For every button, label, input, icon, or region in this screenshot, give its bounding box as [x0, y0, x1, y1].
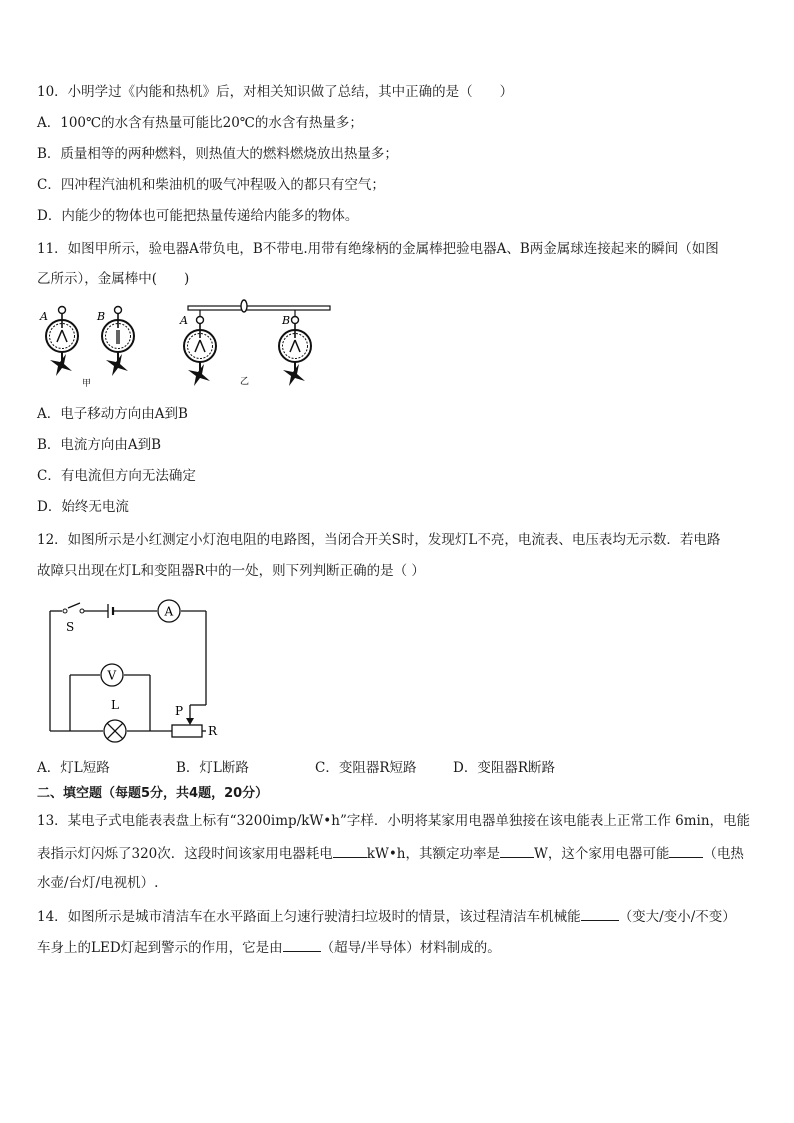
label-a-jia: A	[40, 310, 48, 323]
q12-option-b: B．灯L断路	[176, 760, 249, 776]
label-jia: 甲	[82, 379, 92, 389]
q13-text: 表指示灯闪烁了320次．这段时间该家用电器耗电	[37, 846, 333, 862]
q10-option-a: A．100℃的水含有热量可能比20℃的水含有热量多；	[37, 115, 363, 131]
switch-contact	[63, 609, 67, 613]
lamp-icon	[104, 720, 126, 742]
rheostat-label: R	[208, 724, 218, 738]
q13-line3: 水壶/台灯/电视机）.	[37, 875, 159, 891]
answer-blank-mechanical-energy[interactable]	[581, 906, 619, 921]
q10-option-b: B．质量相等的两种燃料，则热值大的燃料燃烧放出热量多；	[37, 146, 398, 162]
q12-option-d: D．变阻器R断路	[453, 760, 555, 776]
q11-option-c: C．有电流但方向无法确定	[37, 468, 196, 484]
q12-stem-line2: 故障只出现在灯L和变阻器R中的一处，则下列判断正确的是（ ）	[37, 563, 425, 579]
switch-label: S	[66, 620, 75, 634]
svg-text:A: A	[164, 604, 174, 619]
q10-option-d: D．内能少的物体也可能把热量传递给内能多的物体。	[37, 208, 359, 224]
electroscope-a-jia	[46, 307, 78, 377]
switch-contact	[80, 609, 84, 613]
ammeter	[158, 600, 180, 622]
label-b-jia: B	[97, 310, 106, 323]
metal-rod	[188, 306, 330, 310]
label-b-yi: B	[282, 314, 291, 327]
label-yi: 乙	[240, 377, 250, 387]
q12-option-c: C．变阻器R短路	[315, 760, 417, 776]
insulating-handle	[241, 300, 247, 312]
q13-line2	[37, 843, 744, 863]
voltmeter	[101, 664, 123, 686]
section-heading: 二、填空题（每题5分，共4题，20分）	[37, 786, 269, 801]
q12-option-a: A．灯L短路	[37, 760, 110, 776]
q14-text: 14．如图所示是城市清洁车在水平路面上匀速行驶清扫垃圾时的情景，该过程清洁车机械能	[37, 909, 581, 925]
q13-line1: 13．某电子式电能表表盘上标有“3200imp/kW•h”字样．小明将某家用电器单独接在该电能表上正常工作 6min，电能	[37, 813, 751, 829]
electroscope-figure	[30, 298, 340, 390]
q14-text: 车身上的LED灯起到警示的作用，它是由	[37, 940, 283, 956]
q11-option-a: A．电子移动方向由A到B	[37, 406, 188, 422]
answer-blank-power[interactable]	[500, 843, 534, 858]
q13-text: kW•h，其额定功率是	[366, 846, 500, 862]
q13-text: W，这个家用电器可能	[534, 846, 670, 862]
q14-line1	[37, 906, 736, 926]
lamp-label: L	[111, 698, 119, 712]
q14-text: （超导/半导体）材料制成的。	[320, 940, 501, 956]
q13-text: （电热	[703, 846, 744, 862]
slider-label: P	[175, 704, 184, 718]
q12-stem-line1: 12．如图所示是小红测定小灯泡电阻的电路图，当闭合开关S时，发现灯L不亮，电流表、电压表均无示数．若电路	[37, 532, 721, 548]
q11-stem-line2: 乙所示），金属棒中( )	[37, 271, 190, 287]
svg-text:V: V	[107, 668, 117, 683]
circuit-diagram	[40, 595, 240, 745]
q11-option-b: B．电流方向由A到B	[37, 437, 162, 453]
q11-option-d: D．始终无电流	[37, 499, 129, 515]
answer-blank-appliance[interactable]	[669, 843, 703, 858]
q10-option-c: C．四冲程汽油机和柴油机的吸气冲程吸入的都只有空气；	[37, 177, 385, 193]
answer-blank-energy[interactable]	[333, 843, 367, 858]
electroscope-a-yi	[184, 317, 216, 387]
q14-line2	[37, 937, 501, 957]
q10-stem: 10．小明学过《内能和热机》后，对相关知识做了总结，其中正确的是（ ）	[37, 84, 514, 100]
electroscope-b-jia	[102, 307, 134, 377]
label-a-yi: A	[180, 314, 188, 327]
q11-stem-line1: 11．如图甲所示，验电器A带负电，B不带电.用带有绝缘柄的金属棒把验电器A、B两金属球连接起来的瞬间（如图	[37, 241, 719, 257]
q14-text: （变大/变小/不变）	[618, 909, 736, 925]
answer-blank-material[interactable]	[283, 937, 321, 952]
